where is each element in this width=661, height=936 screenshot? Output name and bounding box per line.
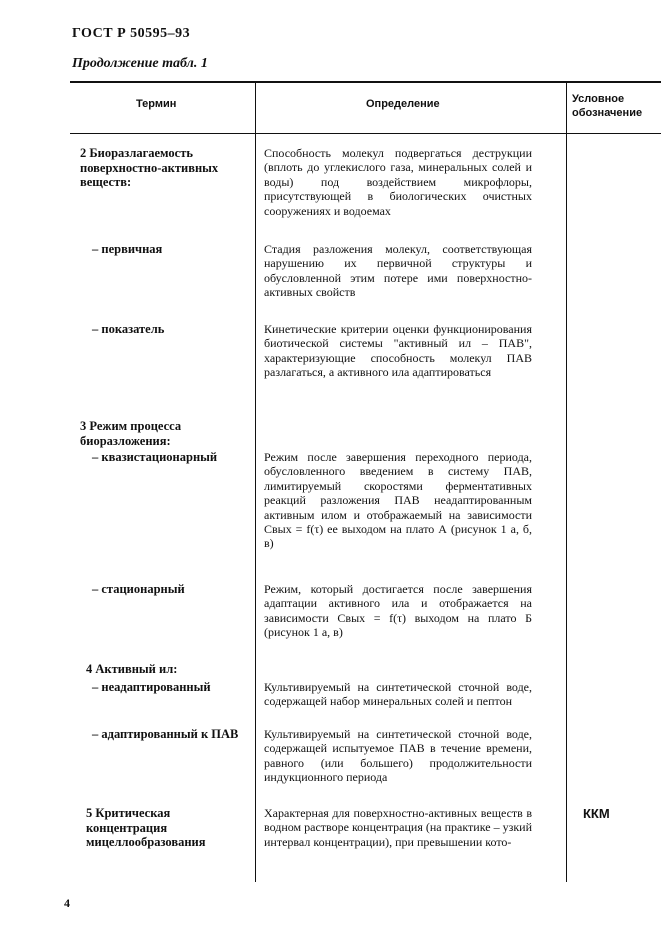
definition-indicator: Кинетические критерии оценки функционирования биотической системы "активный ил – ПАВ", характеризующие способность молекул ПАВ разлагаться, а активного ила адаптироваться	[264, 322, 532, 380]
term-non-adapted: – неадаптированный	[92, 680, 211, 694]
term-indicator: – показатель	[92, 322, 165, 336]
term-primary: – первичная	[92, 242, 163, 256]
definition-adapted: Культивируемый на синтетической сточной воде, содержащей испытуемое ПАВ в течение времени, равного (или большего) продолжительности индукционного периода	[264, 727, 532, 785]
column-divider-2	[566, 82, 567, 882]
column-header-symbol: Условное обозначение	[572, 93, 643, 119]
term-biodegradation-mode: 3 Режим процесса биоразложения:	[80, 419, 182, 448]
column-header-definition: Определение	[366, 98, 440, 110]
table-top-rule	[70, 81, 661, 83]
page-number: 4	[64, 896, 70, 910]
column-divider-1	[255, 82, 256, 882]
term-activated-sludge: 4 Активный ил:	[86, 662, 178, 676]
definition-biodegradability: Способность молекул подвергаться деструкции (вплоть до углекислого газа, минеральных солей и воды) под воздействием микрофлоры, присутствующей в биологических очистных сооружениях и водоемах	[264, 146, 532, 218]
column-header-term: Термин	[136, 98, 177, 110]
standard-designation: ГОСТ Р 50595–93	[72, 26, 191, 41]
term-adapted: – адаптированный к ПАВ	[92, 727, 239, 741]
definition-quasi-stationary: Режим после завершения переходного периода, обусловленного введением в систему ПАВ, лимитируемый скоростями ферментативных реакций разложения ПАВ неадаптированным активным илом и отображаемый на зависимости Cвых = f(τ) ее выходом на плато А (рисунок 1 а, б, в)	[264, 450, 532, 551]
table-continuation-caption: Продолжение табл. 1	[72, 56, 208, 71]
definition-stationary: Режим, который достигается после завершения адаптации активного ила и отображается на зависимости Cвых = f(τ) выходом на плато Б (рисунок 1 а, в)	[264, 582, 532, 640]
definition-non-adapted: Культивируемый на синтетической сточной воде, содержащей набор минеральных солей и пептон	[264, 680, 532, 709]
term-stationary: – стационарный	[92, 582, 185, 596]
table-header-rule	[70, 133, 661, 134]
definition-critical-micelle-concentration: Характерная для поверхностно-активных веществ в водном растворе концентрация (на практике – узкий интервал концентрации), при превышении кото-	[264, 806, 532, 849]
term-biodegradability: 2 Биоразлагаемость поверхностно-активных веществ:	[80, 146, 219, 189]
definition-primary: Стадия разложения молекул, соответствующая нарушению их первичной структуры и обусловленной этим потере ими поверхностно-активных свойств	[264, 242, 532, 300]
symbol-cmc: ККМ	[583, 806, 610, 821]
term-critical-micelle-concentration: 5 Критическая концентрация мицеллообразования	[86, 806, 206, 849]
term-quasi-stationary: – квазистационарный	[92, 450, 218, 464]
